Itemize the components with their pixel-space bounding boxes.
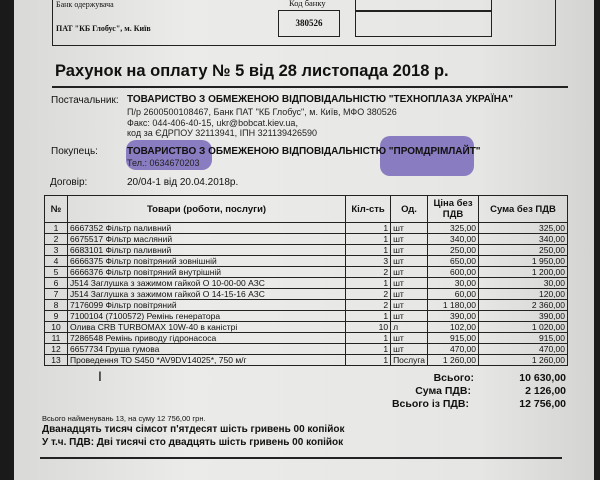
header-price: Ціна без ПДВ xyxy=(428,196,479,223)
header-qty: Кіл-сть xyxy=(346,196,391,223)
item-price: 30,00 xyxy=(428,278,479,289)
item-name: Олива CRB TURBOMAX 10W-40 в каністрі xyxy=(68,322,346,333)
row-number: 10 xyxy=(45,322,68,333)
item-unit: шт xyxy=(391,267,428,278)
item-qty: 10 xyxy=(346,322,391,333)
vat-label: Сума ПДВ: xyxy=(415,385,471,397)
item-qty: 1 xyxy=(346,311,391,322)
item-name: J514 Заглушка з зажимом гайкой О 14-15-16 АЗС xyxy=(68,289,346,300)
item-qty: 2 xyxy=(346,267,391,278)
item-qty: 1 xyxy=(346,245,391,256)
item-unit: шт xyxy=(391,289,428,300)
table-row xyxy=(45,267,568,278)
item-unit: Послуга xyxy=(391,355,428,366)
row-number: 3 xyxy=(45,245,68,256)
item-name: 7286548 Ремінь приводу гідронасоса xyxy=(68,333,346,344)
table-row xyxy=(45,322,568,333)
buyer-label: Покупець: xyxy=(51,146,98,157)
item-unit: шт xyxy=(391,300,428,311)
item-sum: 30,00 xyxy=(479,278,568,289)
item-price: 325,00 xyxy=(428,223,479,234)
item-price: 250,00 xyxy=(428,245,479,256)
vat-value: 2 126,00 xyxy=(525,385,566,397)
item-unit: шт xyxy=(391,278,428,289)
table-row xyxy=(45,256,568,267)
supplier-name: ТОВАРИСТВО З ОБМЕЖЕНОЮ ВІДПОВІДАЛЬНІСТЮ "ТЕХНОПЛАЗА УКРАЇНА" xyxy=(127,94,513,105)
supplier-label: Постачальник: xyxy=(51,95,119,106)
header-sum: Сума без ПДВ xyxy=(479,196,568,223)
item-unit: шт xyxy=(391,333,428,344)
item-price: 650,00 xyxy=(428,256,479,267)
row-number: 8 xyxy=(45,300,68,311)
item-qty: 1 xyxy=(346,234,391,245)
item-sum: 325,00 xyxy=(479,223,568,234)
grand-total-label: Всього із ПДВ: xyxy=(391,398,469,410)
item-qty: 1 xyxy=(346,333,391,344)
table-row xyxy=(45,333,568,344)
item-sum: 390,00 xyxy=(479,311,568,322)
item-qty: 2 xyxy=(346,300,391,311)
item-price: 102,00 xyxy=(428,322,479,333)
item-sum: 470,00 xyxy=(479,344,568,355)
bank-code-label: Код банку xyxy=(289,0,326,8)
item-sum: 1 200,00 xyxy=(479,267,568,278)
item-name: 6666375 Фільтр повітряний зовнішній xyxy=(68,256,346,267)
contract-value: 20/04-1 від 20.04.2018р. xyxy=(127,177,239,188)
item-price: 1 180,00 xyxy=(428,300,479,311)
item-name: 6657734 Груша гумова xyxy=(68,344,346,355)
row-number: 12 xyxy=(45,344,68,355)
invoice-document xyxy=(14,0,594,480)
item-qty: 1 xyxy=(346,278,391,289)
row-number: 5 xyxy=(45,267,68,278)
table-row xyxy=(45,223,568,234)
buyer-phone: Тел.: 0634670203 xyxy=(127,158,200,168)
item-name: Проведення ТО S450 *AV9DV14025*, 750 м/г xyxy=(68,355,346,366)
item-price: 390,00 xyxy=(428,311,479,322)
row-number: 7 xyxy=(45,289,68,300)
table-row xyxy=(45,234,568,245)
item-qty: 1 xyxy=(346,223,391,234)
row-number: 11 xyxy=(45,333,68,344)
item-sum: 2 360,00 xyxy=(479,300,568,311)
item-sum: 915,00 xyxy=(479,333,568,344)
item-price: 600,00 xyxy=(428,267,479,278)
total-in-words: Дванадцять тисяч сімсот п'ятдесят шість гривень 00 копійок xyxy=(42,424,345,435)
item-price: 470,00 xyxy=(428,344,479,355)
item-sum: 1 020,00 xyxy=(479,322,568,333)
item-sum: 120,00 xyxy=(479,289,568,300)
item-name: 6683101 Фільтр паливний xyxy=(68,245,346,256)
item-name: 6667352 Фільтр паливний xyxy=(68,223,346,234)
item-unit: шт xyxy=(391,311,428,322)
item-unit: л xyxy=(391,322,428,333)
item-name: 6666376 Фільтр повітряний внутрішній xyxy=(68,267,346,278)
item-name: 7100104 (7100572) Ремінь генератора xyxy=(68,311,346,322)
item-price: 915,00 xyxy=(428,333,479,344)
item-qty: 2 xyxy=(346,289,391,300)
contract-label: Договір: xyxy=(50,177,88,188)
item-unit: шт xyxy=(391,234,428,245)
table-row xyxy=(45,344,568,355)
item-unit: шт xyxy=(391,223,428,234)
row-number: 13 xyxy=(45,355,68,366)
row-number: 6 xyxy=(45,278,68,289)
header-unit: Од. xyxy=(391,196,428,223)
supplier-codes: код за ЄДРПОУ 32113941, ІПН 321139426590 xyxy=(127,128,318,138)
total-value: 10 630,00 xyxy=(519,372,566,384)
row-number: 9 xyxy=(45,311,68,322)
table-row xyxy=(45,278,568,289)
row-number: 1 xyxy=(45,223,68,234)
row-number: 2 xyxy=(45,234,68,245)
item-sum: 340,00 xyxy=(479,234,568,245)
divider xyxy=(40,457,562,459)
table-row xyxy=(45,355,568,366)
supplier-account: П/р 2600500108467, Банк ПАТ "КБ Глобус", м. Київ, МФО 380526 xyxy=(127,107,397,117)
item-sum: 1 260,00 xyxy=(479,355,568,366)
supplier-contact: Факс: 044-406-40-15, ukr@bobcat.kiev.ua, xyxy=(127,118,298,128)
text-cursor-icon: I xyxy=(98,368,102,384)
row-number: 4 xyxy=(45,256,68,267)
items-count-line: Всього найменувань 13, на суму 12 756,00 грн. xyxy=(42,414,206,423)
item-price: 340,00 xyxy=(428,234,479,245)
page-title: Рахунок на оплату № 5 від 28 листопада 2018 р. xyxy=(55,62,449,80)
bank-code: 380526 xyxy=(278,10,340,37)
item-qty: 3 xyxy=(346,256,391,267)
table-row xyxy=(45,245,568,256)
item-unit: шт xyxy=(391,245,428,256)
grand-total-value: 12 756,00 xyxy=(519,398,566,410)
item-name: J514 Заглушка з зажимом гайкой О 10-00-00 АЗС xyxy=(68,278,346,289)
table-row xyxy=(45,311,568,322)
item-price: 60,00 xyxy=(428,289,479,300)
item-name: 6675517 Фільтр масляний xyxy=(68,234,346,245)
buyer-name: ТОВАРИСТВО З ОБМЕЖЕНОЮ ВІДПОВІДАЛЬНІСТЮ "ПРОМДРІМЛАЙТ" xyxy=(127,146,481,157)
item-qty: 1 xyxy=(346,355,391,366)
item-sum: 1 950,00 xyxy=(479,256,568,267)
recipient-bank: ПАТ "КБ Глобус", м. Київ xyxy=(56,24,151,33)
items-table xyxy=(44,195,568,366)
item-unit: шт xyxy=(391,256,428,267)
divider xyxy=(52,86,568,88)
table-row xyxy=(45,300,568,311)
table-row xyxy=(45,289,568,300)
header-number: № xyxy=(45,196,68,223)
table-header xyxy=(45,196,568,223)
total-label: Всього: xyxy=(433,372,474,384)
recipient-bank-label: Банк одержувача xyxy=(56,0,114,9)
item-sum: 250,00 xyxy=(479,245,568,256)
item-qty: 1 xyxy=(346,344,391,355)
vat-in-words: У т.ч. ПДВ: Дві тисячі сто двадцять шість гривень 00 копійок xyxy=(42,437,344,448)
account-box-2 xyxy=(355,10,492,37)
item-price: 1 260,00 xyxy=(428,355,479,366)
item-name: 7176099 Фільтр повітряний xyxy=(68,300,346,311)
header-goods: Товари (роботи, послуги) xyxy=(68,196,346,223)
item-unit: шт xyxy=(391,344,428,355)
